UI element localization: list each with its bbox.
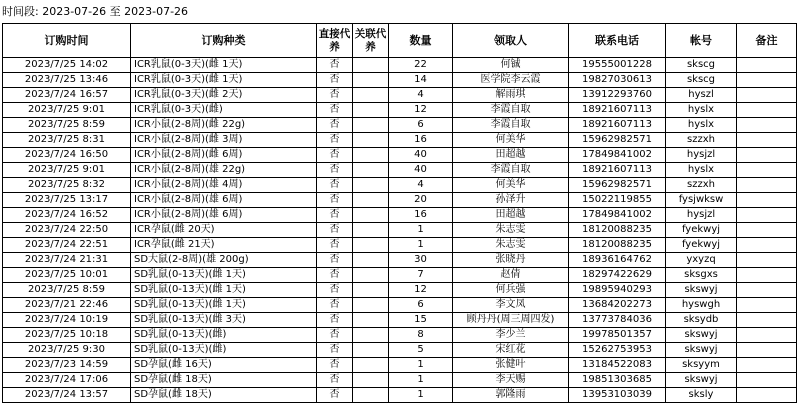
remark-cell — [737, 238, 797, 253]
linked-foster-cell — [353, 88, 389, 103]
direct-foster-cell: 否 — [317, 58, 353, 73]
recipient-cell: 郭隆雨 — [453, 388, 569, 403]
order-type-cell: SD孕鼠(雌 18天) — [131, 373, 317, 388]
order-time-cell: 2023/7/25 10:18 — [3, 328, 131, 343]
recipient-cell: 张健叶 — [453, 358, 569, 373]
quantity-cell: 1 — [389, 223, 453, 238]
table-row — [3, 358, 797, 373]
table-row — [3, 208, 797, 223]
recipient-cell: 朱志雯 — [453, 238, 569, 253]
order-type-cell: ICR小鼠(2-8周)(雄 4周) — [131, 178, 317, 193]
linked-foster-cell — [353, 253, 389, 268]
quantity-cell: 12 — [389, 103, 453, 118]
order-type-cell: SD孕鼠(雌 18天) — [131, 388, 317, 403]
direct-foster-cell: 否 — [317, 328, 353, 343]
order-type-cell: ICR乳鼠(0-3天)(雌 1天) — [131, 58, 317, 73]
order-time-cell: 2023/7/25 9:01 — [3, 163, 131, 178]
quantity-cell: 15 — [389, 313, 453, 328]
recipient-cell: 何美华 — [453, 178, 569, 193]
direct-foster-cell: 否 — [317, 388, 353, 403]
direct-foster-cell: 否 — [317, 223, 353, 238]
recipient-cell: 田超越 — [453, 208, 569, 223]
recipient-cell: 李文凤 — [453, 298, 569, 313]
quantity-cell: 8 — [389, 328, 453, 343]
order-time-cell: 2023/7/21 22:46 — [3, 298, 131, 313]
phone-cell: 13684202273 — [569, 298, 666, 313]
phone-cell: 19851303685 — [569, 373, 666, 388]
order-time-cell: 2023/7/25 13:46 — [3, 73, 131, 88]
phone-cell: 15262753953 — [569, 343, 666, 358]
account-cell: yxyzq — [666, 253, 737, 268]
table-row — [3, 268, 797, 283]
orders-table — [2, 23, 797, 403]
phone-cell: 18921607113 — [569, 163, 666, 178]
account-cell: skswyj — [666, 328, 737, 343]
remark-cell — [737, 253, 797, 268]
direct-foster-cell: 否 — [317, 103, 353, 118]
account-cell: skswyj — [666, 283, 737, 298]
phone-cell: 13773784036 — [569, 313, 666, 328]
order-time-cell: 2023/7/24 16:52 — [3, 208, 131, 223]
order-type-cell: SD孕鼠(雌 16天) — [131, 358, 317, 373]
remark-cell — [737, 388, 797, 403]
phone-cell: 17849841002 — [569, 148, 666, 163]
order-type-cell: SD乳鼠(0-13天)(雌 3天) — [131, 313, 317, 328]
account-cell: sksyym — [666, 358, 737, 373]
recipient-cell: 解雨琪 — [453, 88, 569, 103]
phone-cell: 15962982571 — [569, 133, 666, 148]
quantity-cell: 12 — [389, 283, 453, 298]
table-body — [3, 58, 797, 403]
account-cell: sksgxs — [666, 268, 737, 283]
order-type-cell: SD乳鼠(0-13天)(雌 1天) — [131, 268, 317, 283]
linked-foster-cell — [353, 208, 389, 223]
recipient-cell: 何兵强 — [453, 283, 569, 298]
recipient-cell: 何铖 — [453, 58, 569, 73]
order-type-cell: ICR孕鼠(雌 20天) — [131, 223, 317, 238]
recipient-cell: 朱志雯 — [453, 223, 569, 238]
quantity-cell: 16 — [389, 133, 453, 148]
direct-foster-cell: 否 — [317, 343, 353, 358]
direct-foster-cell: 否 — [317, 178, 353, 193]
table-row — [3, 283, 797, 298]
remark-cell — [737, 373, 797, 388]
linked-foster-cell — [353, 58, 389, 73]
direct-foster-cell: 否 — [317, 118, 353, 133]
linked-foster-cell — [353, 313, 389, 328]
quantity-cell: 1 — [389, 388, 453, 403]
column-header: 关联代养 — [353, 24, 389, 58]
order-time-cell: 2023/7/24 22:51 — [3, 238, 131, 253]
order-type-cell: ICR乳鼠(0-3天)(雌 1天) — [131, 73, 317, 88]
direct-foster-cell: 否 — [317, 88, 353, 103]
phone-cell: 13953103039 — [569, 388, 666, 403]
table-row — [3, 238, 797, 253]
quantity-cell: 16 — [389, 208, 453, 223]
linked-foster-cell — [353, 118, 389, 133]
recipient-cell: 宋红花 — [453, 343, 569, 358]
direct-foster-cell: 否 — [317, 358, 353, 373]
account-cell: hysjzl — [666, 148, 737, 163]
remark-cell — [737, 343, 797, 358]
table-row — [3, 343, 797, 358]
order-type-cell: ICR小鼠(2-8周)(雌 3周) — [131, 133, 317, 148]
linked-foster-cell — [353, 178, 389, 193]
account-cell: skscg — [666, 73, 737, 88]
account-cell: szzxh — [666, 178, 737, 193]
remark-cell — [737, 103, 797, 118]
order-type-cell: SD乳鼠(0-13天)(雌) — [131, 343, 317, 358]
order-time-cell: 2023/7/25 8:31 — [3, 133, 131, 148]
order-type-cell: SD乳鼠(0-13天)(雌) — [131, 328, 317, 343]
linked-foster-cell — [353, 268, 389, 283]
account-cell: skswyj — [666, 373, 737, 388]
linked-foster-cell — [353, 343, 389, 358]
recipient-cell: 李天赐 — [453, 373, 569, 388]
account-cell: hysjzl — [666, 208, 737, 223]
phone-cell: 19555001228 — [569, 58, 666, 73]
account-cell: skscg — [666, 58, 737, 73]
quantity-cell: 4 — [389, 178, 453, 193]
account-cell: hyswgh — [666, 298, 737, 313]
table-row — [3, 313, 797, 328]
phone-cell: 18921607113 — [569, 103, 666, 118]
order-time-cell: 2023/7/25 8:32 — [3, 178, 131, 193]
order-time-cell: 2023/7/23 14:59 — [3, 358, 131, 373]
phone-cell: 18921607113 — [569, 118, 666, 133]
recipient-cell: 田超越 — [453, 148, 569, 163]
order-type-cell: ICR孕鼠(雌 21天) — [131, 238, 317, 253]
account-cell: hyszl — [666, 88, 737, 103]
direct-foster-cell: 否 — [317, 148, 353, 163]
order-type-cell: ICR小鼠(2-8周)(雄 6周) — [131, 208, 317, 223]
table-header-row — [3, 24, 797, 58]
direct-foster-cell: 否 — [317, 163, 353, 178]
remark-cell — [737, 118, 797, 133]
quantity-cell: 40 — [389, 163, 453, 178]
recipient-cell: 李霞自取 — [453, 163, 569, 178]
linked-foster-cell — [353, 298, 389, 313]
order-time-cell: 2023/7/24 10:19 — [3, 313, 131, 328]
table-row — [3, 328, 797, 343]
table-row — [3, 193, 797, 208]
account-cell: hyslx — [666, 163, 737, 178]
linked-foster-cell — [353, 133, 389, 148]
phone-cell: 18120088235 — [569, 223, 666, 238]
column-header: 备注 — [737, 24, 797, 58]
remark-cell — [737, 298, 797, 313]
order-type-cell: SD大鼠(2-8周)(雄 200g) — [131, 253, 317, 268]
table-row — [3, 253, 797, 268]
phone-cell: 19827030613 — [569, 73, 666, 88]
order-time-cell: 2023/7/24 13:57 — [3, 388, 131, 403]
linked-foster-cell — [353, 148, 389, 163]
order-time-cell: 2023/7/24 16:50 — [3, 148, 131, 163]
table-row — [3, 178, 797, 193]
linked-foster-cell — [353, 373, 389, 388]
direct-foster-cell: 否 — [317, 193, 353, 208]
phone-cell: 15022119855 — [569, 193, 666, 208]
table-row — [3, 298, 797, 313]
linked-foster-cell — [353, 223, 389, 238]
table-row — [3, 388, 797, 403]
remark-cell — [737, 283, 797, 298]
column-header: 联系电话 — [569, 24, 666, 58]
phone-cell: 19895940293 — [569, 283, 666, 298]
table-row — [3, 373, 797, 388]
quantity-cell: 14 — [389, 73, 453, 88]
recipient-cell: 医学院李云霞 — [453, 73, 569, 88]
quantity-cell: 4 — [389, 88, 453, 103]
recipient-cell: 李霞自取 — [453, 103, 569, 118]
quantity-cell: 30 — [389, 253, 453, 268]
direct-foster-cell: 否 — [317, 373, 353, 388]
order-time-cell: 2023/7/25 8:59 — [3, 118, 131, 133]
quantity-cell: 20 — [389, 193, 453, 208]
quantity-cell: 6 — [389, 118, 453, 133]
linked-foster-cell — [353, 283, 389, 298]
recipient-cell: 顾丹丹(周三周四发) — [453, 313, 569, 328]
order-type-cell: ICR小鼠(2-8周)(雌 22g) — [131, 118, 317, 133]
column-header: 领取人 — [453, 24, 569, 58]
account-cell: sksydb — [666, 313, 737, 328]
recipient-cell: 李少兰 — [453, 328, 569, 343]
recipient-cell: 孙泽升 — [453, 193, 569, 208]
remark-cell — [737, 163, 797, 178]
order-time-cell: 2023/7/25 13:17 — [3, 193, 131, 208]
order-time-cell: 2023/7/24 17:06 — [3, 373, 131, 388]
table-row — [3, 88, 797, 103]
column-header: 订购种类 — [131, 24, 317, 58]
order-type-cell: ICR小鼠(2-8周)(雌 6周) — [131, 148, 317, 163]
table-row — [3, 133, 797, 148]
remark-cell — [737, 268, 797, 283]
remark-cell — [737, 88, 797, 103]
remark-cell — [737, 178, 797, 193]
order-type-cell: ICR乳鼠(0-3天)(雌 2天) — [131, 88, 317, 103]
order-time-cell: 2023/7/25 14:02 — [3, 58, 131, 73]
order-time-cell: 2023/7/25 9:01 — [3, 103, 131, 118]
linked-foster-cell — [353, 103, 389, 118]
remark-cell — [737, 73, 797, 88]
quantity-cell: 1 — [389, 238, 453, 253]
remark-cell — [737, 328, 797, 343]
direct-foster-cell: 否 — [317, 268, 353, 283]
phone-cell: 15962982571 — [569, 178, 666, 193]
remark-cell — [737, 58, 797, 73]
linked-foster-cell — [353, 388, 389, 403]
account-cell: sksly — [666, 388, 737, 403]
order-type-cell: ICR小鼠(2-8周)(雄 22g) — [131, 163, 317, 178]
remark-cell — [737, 358, 797, 373]
account-cell: fysjwksw — [666, 193, 737, 208]
direct-foster-cell: 否 — [317, 313, 353, 328]
order-time-cell: 2023/7/25 8:59 — [3, 283, 131, 298]
order-type-cell: ICR小鼠(2-8周)(雄 6周) — [131, 193, 317, 208]
direct-foster-cell: 否 — [317, 298, 353, 313]
order-time-cell: 2023/7/24 16:57 — [3, 88, 131, 103]
account-cell: fyekwyj — [666, 238, 737, 253]
quantity-cell: 1 — [389, 373, 453, 388]
remark-cell — [737, 193, 797, 208]
linked-foster-cell — [353, 328, 389, 343]
remark-cell — [737, 313, 797, 328]
phone-cell: 18936164762 — [569, 253, 666, 268]
quantity-cell: 7 — [389, 268, 453, 283]
direct-foster-cell: 否 — [317, 133, 353, 148]
phone-cell: 18120088235 — [569, 238, 666, 253]
order-type-cell: ICR乳鼠(0-3天)(雌) — [131, 103, 317, 118]
remark-cell — [737, 208, 797, 223]
phone-cell: 18297422629 — [569, 268, 666, 283]
column-header: 数量 — [389, 24, 453, 58]
linked-foster-cell — [353, 193, 389, 208]
recipient-cell: 何美华 — [453, 133, 569, 148]
quantity-cell: 1 — [389, 358, 453, 373]
recipient-cell: 赵倩 — [453, 268, 569, 283]
account-cell: hyslx — [666, 118, 737, 133]
remark-cell — [737, 223, 797, 238]
recipient-cell: 李霞自取 — [453, 118, 569, 133]
table-row — [3, 163, 797, 178]
quantity-cell: 5 — [389, 343, 453, 358]
table-row — [3, 148, 797, 163]
quantity-cell: 6 — [389, 298, 453, 313]
linked-foster-cell — [353, 238, 389, 253]
order-time-cell: 2023/7/25 9:30 — [3, 343, 131, 358]
table-row — [3, 73, 797, 88]
direct-foster-cell: 否 — [317, 208, 353, 223]
column-header: 订购时间 — [3, 24, 131, 58]
linked-foster-cell — [353, 73, 389, 88]
linked-foster-cell — [353, 163, 389, 178]
date-range-label: 时间段: 2023-07-26 至 2023-07-26 — [2, 5, 189, 18]
table-row — [3, 223, 797, 238]
phone-cell: 19978501357 — [569, 328, 666, 343]
direct-foster-cell: 否 — [317, 283, 353, 298]
direct-foster-cell: 否 — [317, 253, 353, 268]
account-cell: hyslx — [666, 103, 737, 118]
phone-cell: 13912293760 — [569, 88, 666, 103]
order-time-cell: 2023/7/25 10:01 — [3, 268, 131, 283]
quantity-cell: 22 — [389, 58, 453, 73]
account-cell: szzxh — [666, 133, 737, 148]
order-type-cell: SD乳鼠(0-13天)(雌 1天) — [131, 283, 317, 298]
phone-cell: 17849841002 — [569, 208, 666, 223]
linked-foster-cell — [353, 358, 389, 373]
direct-foster-cell: 否 — [317, 238, 353, 253]
order-time-cell: 2023/7/24 22:50 — [3, 223, 131, 238]
direct-foster-cell: 否 — [317, 73, 353, 88]
column-header: 帐号 — [666, 24, 737, 58]
order-type-cell: SD乳鼠(0-13天)(雌 1天) — [131, 298, 317, 313]
remark-cell — [737, 148, 797, 163]
account-cell: skswyj — [666, 343, 737, 358]
remark-cell — [737, 133, 797, 148]
recipient-cell: 张晓丹 — [453, 253, 569, 268]
table-row — [3, 118, 797, 133]
order-time-cell: 2023/7/24 21:31 — [3, 253, 131, 268]
column-header: 直接代养 — [317, 24, 353, 58]
phone-cell: 13184522083 — [569, 358, 666, 373]
quantity-cell: 40 — [389, 148, 453, 163]
table-row — [3, 58, 797, 73]
table-row — [3, 103, 797, 118]
account-cell: fyekwyj — [666, 223, 737, 238]
